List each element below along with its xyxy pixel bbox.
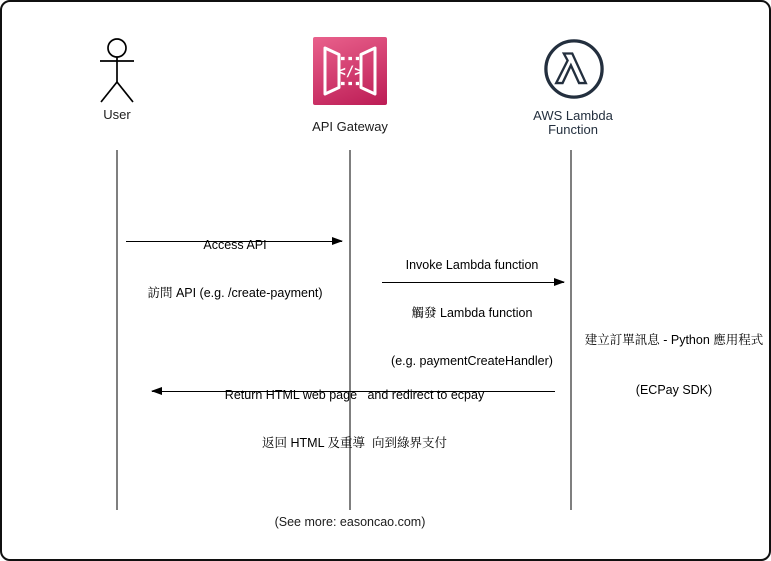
- create-order-line2: (ECPay SDK): [635, 382, 713, 397]
- aws-lambda-icon: [543, 38, 605, 100]
- arrowhead-left-icon: [151, 387, 162, 395]
- invoke-lambda-line1: Invoke Lambda function: [405, 258, 539, 272]
- message-return-html-label: [147, 355, 562, 483]
- return-html-line2: 返回 HTML 及重導 向到綠界支付: [262, 436, 447, 450]
- create-order-note: [580, 299, 768, 431]
- message-access-api-label: [120, 205, 350, 333]
- access-api-line2: 訪問 API (e.g. /create-payment): [147, 286, 323, 300]
- footer-note: (See more: easoncao.com): [274, 515, 426, 529]
- return-html-line1: Return HTML web page and redirect to ecpay: [224, 388, 485, 402]
- lambda-label: [523, 109, 623, 137]
- svg-text:</>: </>: [337, 64, 363, 80]
- invoke-lambda-line2: 觸發 Lambda function: [411, 306, 533, 320]
- lambda-label-line1: AWS Lambda: [533, 108, 613, 123]
- user-label: User: [103, 107, 131, 122]
- arrow-apigateway-to-lambda: [382, 282, 564, 283]
- lambda-label-line2: Function: [548, 122, 598, 137]
- api-gateway-label: API Gateway: [312, 119, 388, 134]
- api-gateway-icon: [313, 37, 387, 105]
- arrow-lambda-to-user: [152, 391, 555, 392]
- arrowhead-right-icon: [554, 278, 565, 286]
- user-stick-figure-icon: [87, 30, 147, 110]
- invoke-lambda-line3: (e.g. paymentCreateHandler): [391, 354, 553, 368]
- user-lifeline: [116, 150, 118, 510]
- arrowhead-right-icon: [332, 237, 343, 245]
- create-order-line1: 建立訂單訊息 - Python 應用程式: [584, 333, 764, 347]
- arrow-user-to-apigateway: [126, 241, 342, 242]
- access-api-line1: Access API: [203, 238, 267, 252]
